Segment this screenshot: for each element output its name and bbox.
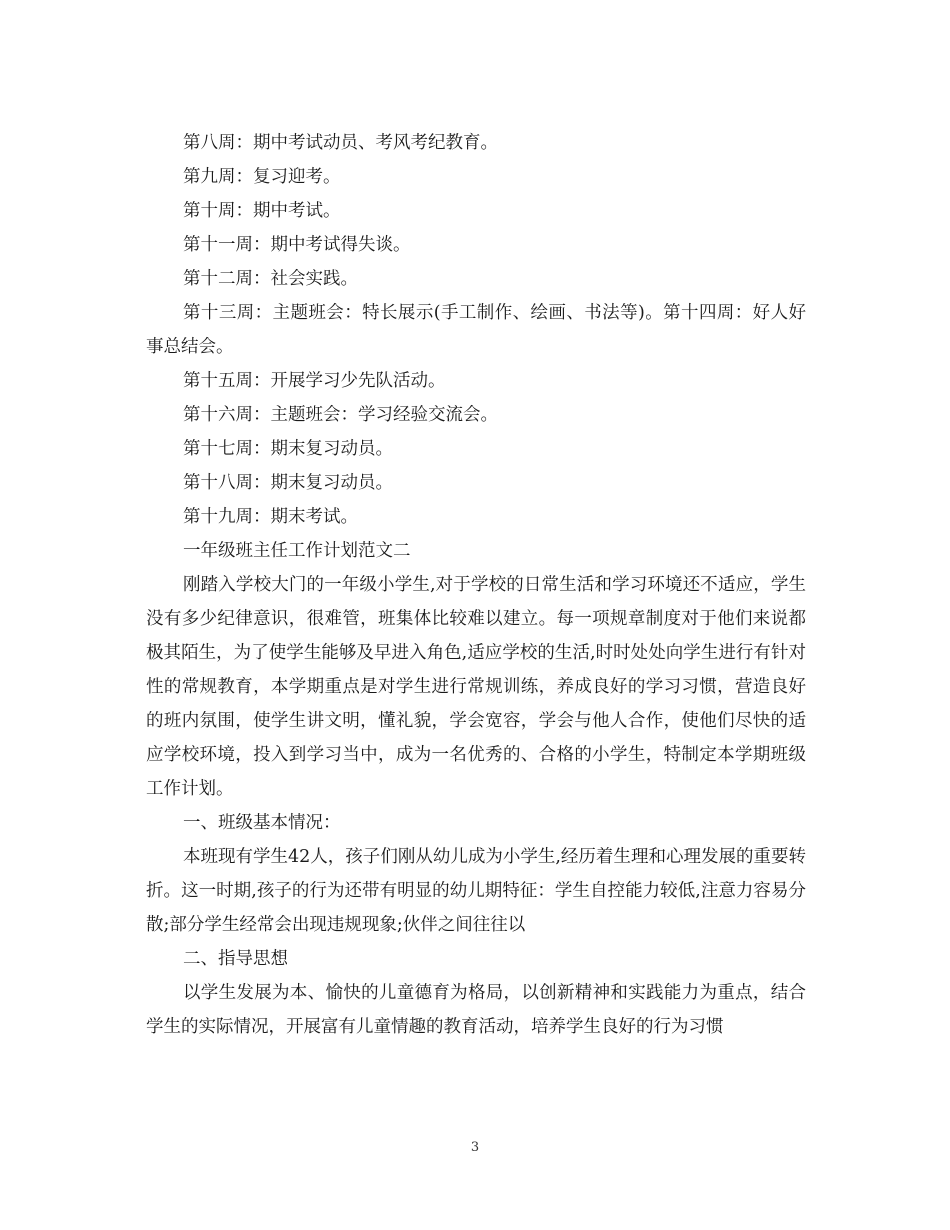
heading-guiding-ideology: 二、指导思想: [183, 949, 288, 969]
paragraph-class-situation: 本班现有学生42人，孩子们刚从幼儿成为小学生,经历着生理和心理发展的重要转折。这一时期,孩子的行为还带有明显的幼儿期特征：学生自控能力较低,注意力容易分散;部分学生经常会出现违规现象;伙伴之间往往以: [146, 847, 806, 935]
heading-class-situation: 一、班级基本情况：: [183, 813, 341, 833]
paragraph-week-12: 第十二周：社会实践。: [183, 269, 358, 289]
paragraph-week-10: 第十周：期中考试。: [183, 201, 341, 221]
paragraph-intro: 刚踏入学校大门的一年级小学生,对于学校的日常生活和学习环境还不适应，学生没有多少纪律意识，很难管，班集体比较难以建立。每一项规章制度对于他们来说都极其陌生，为了使学生能够及早进入角色,适应学校的生活,时时处处向学生进行有针对性的常规教育，本学期重点是对学生进行常规训练，养成良好的学习习惯，营造良好的班内氛围，使学生讲文明，懂礼貌，学会宽容，学会与他人合作，使他们尽快的适应学校环境，投入到学习当中，成为一名优秀的、合格的小学生，特制定本学期班级工作计划。: [146, 575, 806, 799]
paragraph-week-11: 第十一周：期中考试得失谈。: [183, 235, 411, 255]
paragraph-week-19: 第十九周：期末考试。: [183, 507, 358, 527]
paragraph-week-15: 第十五周：开展学习少先队活动。: [183, 371, 446, 391]
section-title: 一年级班主任工作计划范文二: [183, 541, 411, 561]
paragraph-week-17: 第十七周：期末复习动员。: [183, 439, 393, 459]
paragraph-week-8: 第八周：期中考试动员、考风考纪教育。: [183, 133, 498, 153]
paragraph-week-9: 第九周：复习迎考。: [183, 167, 341, 187]
paragraph-week-16: 第十六周：主题班会：学习经验交流会。: [183, 405, 498, 425]
paragraph-week-13-14: 第十三周：主题班会：特长展示(手工制作、绘画、书法等)。第十四周：好人好事总结会。: [146, 303, 806, 357]
page-number: 3: [470, 1140, 480, 1155]
paragraph-week-18: 第十八周：期末复习动员。: [183, 473, 393, 493]
document-body: [146, 126, 806, 1044]
paragraph-guiding-ideology: 以学生发展为本、愉快的儿童德育为格局，以创新精神和实践能力为重点，结合学生的实际情况，开展富有儿童情趣的教育活动，培养学生良好的行为习惯: [146, 983, 806, 1037]
